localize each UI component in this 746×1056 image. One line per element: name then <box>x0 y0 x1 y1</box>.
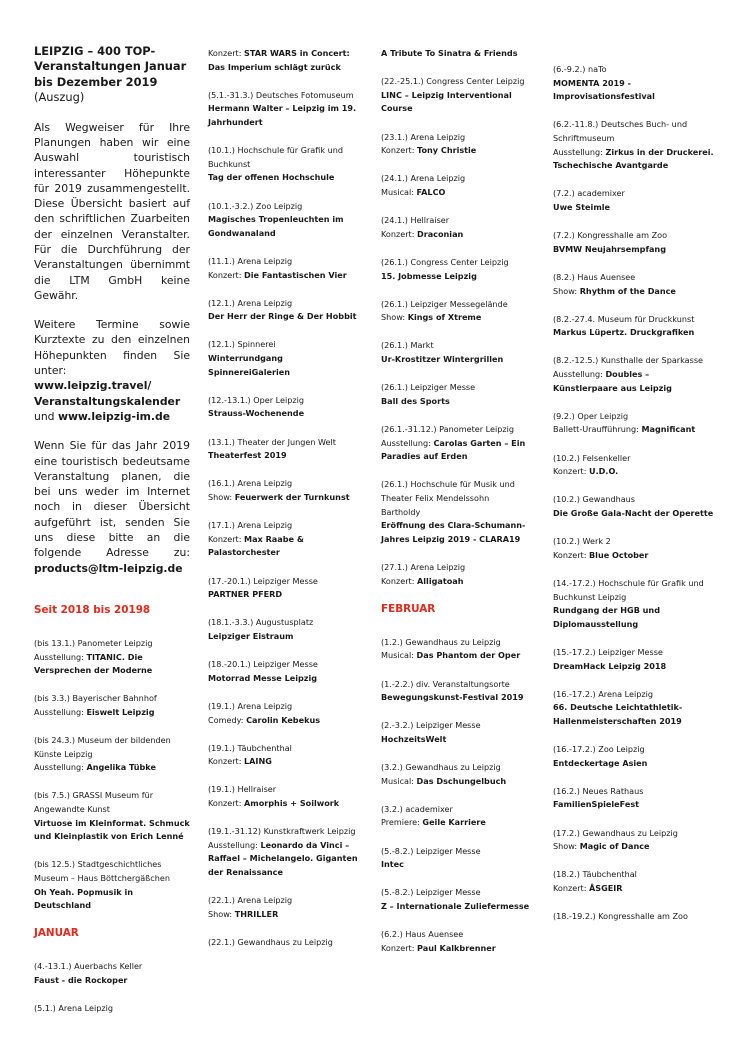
event-entry <box>381 339 531 366</box>
event-title: Das Phantom der Oper <box>416 650 521 661</box>
event-date-venue: (5.1.-31.3.) Deutsches Fotomuseum <box>208 89 354 100</box>
event-entry <box>381 761 531 788</box>
event-title: Bewegungskunst-Festival 2019 <box>381 692 524 703</box>
intro-paragraph: Als Wegweiser für Ihre Planungen haben wir eine Auswahl touristisch interessanter Höhepunkte für 2019 zusammengestellt. Diese Übersicht basiert auf den schriftlichen Zuarbeiten der einzelnen Veranstalter. Für die Durchführung der Veranstaltungen übernimmt die LTM GmbH keine Gewähr. <box>34 120 190 302</box>
event-date-venue: (bis 24.3.) Museum der bildenden Künste Leipzig <box>34 735 171 759</box>
event-title: Max Raabe & Palastorchester <box>208 533 304 558</box>
event-title: Die Große Gala-Nacht der Operette <box>553 508 714 518</box>
event-entry <box>553 577 715 631</box>
event-category: Konzert: <box>553 549 590 560</box>
event-title: A Tribute To Sinatra & Friends <box>381 48 518 58</box>
event-title: DreamHack Leipzig 2018 <box>553 660 667 671</box>
event-entry <box>553 910 715 924</box>
event-title: Der Herr der Ringe & Der Hobbit <box>208 311 357 322</box>
event-title: Motorrad Messe Leipzig <box>208 672 318 683</box>
event-date-venue: (10.2.) Werk 2 <box>553 536 611 547</box>
event-date-venue: (1.-2.2.) div. Veranstaltungsorte <box>381 678 510 689</box>
event-title: Doubles – Künstlerpaare aus Leipzig <box>553 369 672 393</box>
event-entry <box>208 89 366 130</box>
event-date-venue: (bis 13.1.) Panometer Leipzig <box>34 637 153 648</box>
event-entry <box>208 200 366 241</box>
event-title: Markus Lüpertz. Druckgrafiken <box>553 327 695 338</box>
event-category: Konzert: <box>553 883 590 894</box>
event-list-januar-col3 <box>381 47 531 588</box>
event-category: Musical: <box>381 775 417 786</box>
event-category: Premiere: <box>381 817 423 828</box>
event-title: MOMENTA 2019 - Improvisationsfestival <box>553 77 655 102</box>
event-date-venue: (19.1.) Täubchenthal <box>208 742 292 753</box>
event-entry <box>208 825 366 879</box>
event-category: Konzert: <box>208 48 245 58</box>
event-category: Konzert: <box>381 145 418 156</box>
event-title: U.D.O. <box>589 466 619 477</box>
event-entry <box>208 936 366 950</box>
event-title: Eiswelt Leipzig <box>86 706 155 717</box>
event-entry <box>381 131 531 158</box>
event-entry <box>553 118 715 172</box>
event-title: Carolas Garten – Ein Paradies auf Erden <box>381 437 526 462</box>
event-date-venue: (6.-9.2.) naTo <box>553 64 607 74</box>
event-date-venue: (10.1.) Hochschule für Grafik und Buchkunst <box>208 145 344 169</box>
event-category: Konzert: <box>208 533 245 544</box>
event-entry <box>553 271 715 298</box>
event-date-venue: (23.1.) Arena Leipzig <box>381 131 466 142</box>
event-title: Die Fantastischen Vier <box>244 269 347 280</box>
section-heading-februar: FEBRUAR <box>381 602 436 615</box>
event-entry <box>34 789 190 843</box>
event-title: Magic of Dance <box>579 841 650 852</box>
contact-paragraph <box>34 438 190 576</box>
event-title: 15. Jobmesse Leipzig <box>381 270 477 281</box>
event-title: Angelika Tübke <box>86 762 156 773</box>
event-title: Theaterfest 2019 <box>208 450 287 461</box>
column-1 <box>34 44 190 1030</box>
event-entry <box>34 858 190 912</box>
event-date-venue: (16.-17.2.) Arena Leipzig <box>553 688 653 699</box>
event-category: Show: <box>553 841 580 852</box>
event-title: Feuerwerk der Turnkunst <box>234 492 350 502</box>
event-date-venue: (13.1.) Theater der Jungen Welt <box>208 436 336 447</box>
event-entry <box>553 187 715 214</box>
event-entry <box>553 646 715 673</box>
event-title: Leipziger Eistraum <box>208 630 294 641</box>
event-entry <box>553 354 715 395</box>
event-title: Tony Christie <box>417 145 477 156</box>
event-category: Musical: <box>381 186 417 197</box>
event-entry <box>553 535 715 562</box>
event-date-venue: (7.2.) academixer <box>553 188 625 199</box>
event-date-venue: (22.1.) Arena Leipzig <box>208 895 293 906</box>
event-title: Uwe Steimle <box>553 201 611 212</box>
event-title: Das Dschungelbuch <box>416 775 507 786</box>
event-title: 66. Deutsche Leichtathletik-Hallenmeisterschaften 2019 <box>553 702 683 726</box>
event-date-venue: (17.-20.1.) Leipziger Messe <box>208 575 318 586</box>
event-entry <box>553 493 715 520</box>
event-entry <box>553 229 715 256</box>
event-date-venue: (18.2.) Täubchenthal <box>553 869 637 880</box>
event-date-venue: (9.2.) Oper Leipzig <box>553 410 629 421</box>
event-category: Ausstellung: <box>34 762 87 773</box>
event-category: Konzert: <box>553 466 590 477</box>
event-title: Ball des Sports <box>381 395 450 406</box>
event-entry <box>34 1002 190 1016</box>
event-entry <box>553 743 715 770</box>
event-date-venue: (16.1.) Arena Leipzig <box>208 478 293 489</box>
column-4 <box>553 63 715 938</box>
column-3 <box>381 47 531 970</box>
event-date-venue: (14.-17.2.) Hochschule für Grafik und Buchkunst Leipzig <box>553 577 704 602</box>
event-title: Z – Internationale Zuliefermesse <box>381 901 530 912</box>
event-date-venue: (27.1.) Arena Leipzig <box>381 561 466 572</box>
event-entry <box>208 477 366 504</box>
event-entry <box>34 960 190 987</box>
event-entry <box>553 868 715 895</box>
section-heading-seit-2018: Seit 2018 bis 20198 <box>34 603 151 616</box>
event-entry <box>208 255 366 282</box>
event-entry <box>381 636 531 663</box>
event-entry <box>381 845 531 872</box>
event-entry <box>381 678 531 705</box>
event-title: Magnificant <box>641 424 696 435</box>
event-entry <box>208 700 366 727</box>
event-date-venue: (12.-13.1.) Oper Leipzig <box>208 394 305 405</box>
event-entry <box>34 692 190 719</box>
event-title: Virtuose im Kleinformat. Schmuck und Kleinplastik von Erich Lenné <box>34 817 190 842</box>
link-leipzig-im[interactable]: www.leipzig-im.de <box>57 409 171 423</box>
event-date-venue: (10.1.-3.2.) Zoo Leipzig <box>208 200 303 211</box>
event-title: Paul Kalkbrenner <box>417 942 496 953</box>
event-title: Tag der offenen Hochschule <box>208 172 335 183</box>
event-date-venue: (26.1.) Leipziger Messe <box>381 382 476 393</box>
event-title: TITANIC. Die Versprechen der Moderne <box>34 651 153 676</box>
event-title: Carolin Kebekus <box>246 714 321 725</box>
event-title: LAING <box>244 756 272 767</box>
event-entry <box>208 47 366 74</box>
event-entry <box>381 423 531 464</box>
event-entry <box>553 410 715 437</box>
event-category: Konzert: <box>208 798 245 809</box>
event-category: Konzert: <box>208 269 245 280</box>
event-date-venue: (6.2.-11.8.) Deutsches Buch- und Schriftmuseum <box>553 119 688 143</box>
event-category: Ballett-Uraufführung: <box>553 424 642 435</box>
event-entry <box>208 894 366 921</box>
event-entry <box>553 452 715 479</box>
event-date-venue: (16.2.) Neues Rathaus <box>553 785 644 796</box>
event-date-venue: (26.1.-31.12.) Panometer Leipzig <box>381 424 514 435</box>
event-entry <box>208 436 366 463</box>
and-word: und <box>34 409 55 423</box>
event-date-venue: (5.1.) Arena Leipzig <box>34 1003 114 1014</box>
event-date-venue: (17.1.) Arena Leipzig <box>208 520 293 531</box>
page-title-text: LEIPZIG – 400 TOP-Veranstaltungen Januar bis Dezember 2019 <box>34 44 187 89</box>
event-title: PARTNER PFERD <box>208 589 283 600</box>
event-category: Comedy: <box>208 714 247 725</box>
event-list-seit-2018 <box>34 637 190 913</box>
event-date-venue: (8.2.-12.5.) Kunsthalle der Sparkasse <box>553 355 704 366</box>
event-category: Ausstellung: <box>34 706 87 717</box>
event-entry <box>381 172 531 199</box>
event-entry <box>381 75 531 116</box>
event-title: Rhythm of the Dance <box>579 285 676 296</box>
event-entry <box>381 381 531 408</box>
event-entry <box>553 688 715 729</box>
event-entry <box>208 658 366 685</box>
event-date-venue: (1.2.) Gewandhaus zu Leipzig <box>381 636 501 647</box>
event-date-venue: (11.1.) Arena Leipzig <box>208 255 293 266</box>
event-date-venue: (26.1.) Leipziger Messegelände <box>381 298 508 309</box>
event-title: Rundgang der HGB und Diplomausstellung <box>553 605 660 629</box>
event-entry <box>208 394 366 421</box>
link-leipzig-travel[interactable]: www.leipzig.travel/ Veranstaltungskalender <box>34 379 181 408</box>
event-category: Konzert: <box>208 756 245 767</box>
event-date-venue: (8.2.-27.4. Museum für Druckkunst <box>553 313 695 324</box>
event-title: Kings of Xtreme <box>407 312 482 323</box>
event-title: Draconian <box>417 228 464 239</box>
event-entry <box>381 928 531 955</box>
event-category: Ausstellung: <box>553 146 606 157</box>
event-title: Intec <box>381 859 404 870</box>
event-title: ÅSGEIR <box>589 883 623 894</box>
event-category: Ausstellung: <box>208 839 261 850</box>
event-entry <box>553 313 715 340</box>
event-title: FamilienSpieleFest <box>553 799 640 810</box>
event-entry <box>208 519 366 560</box>
event-date-venue: (7.2.) Kongresshalle am Zoo <box>553 230 668 241</box>
event-list-februar-col3 <box>381 636 531 956</box>
event-list-januar-col1 <box>34 960 190 1015</box>
event-entry <box>381 478 531 546</box>
event-title: Hermann Walter – Leipzig im 19. Jahrhundert <box>208 103 357 127</box>
event-date-venue: (18.1.-3.3.) Augustusplatz <box>208 617 314 628</box>
event-date-venue: (18.-20.1.) Leipziger Messe <box>208 659 318 670</box>
event-date-venue: (4.-13.1.) Auerbachs Keller <box>34 961 143 972</box>
event-list-februar-col4 <box>553 63 715 924</box>
event-title: Zirkus in der Druckerei. Tschechische Avantgarde <box>553 146 714 171</box>
event-category: Show: <box>381 312 408 323</box>
event-category: Ausstellung: <box>381 437 434 448</box>
event-title: LINC – Leipzig Interventional Course <box>381 89 512 114</box>
event-category: Konzert: <box>381 575 418 586</box>
event-date-venue: (24.1.) Hellraiser <box>381 215 450 226</box>
event-entry <box>34 734 190 775</box>
event-entry <box>381 719 531 746</box>
event-category: Musical: <box>381 650 417 661</box>
event-entry <box>208 144 366 185</box>
event-date-venue: (19.1.-31.12) Kunstkraftwerk Leipzig <box>208 826 356 837</box>
event-entry <box>553 785 715 812</box>
event-date-venue: (12.1.) Arena Leipzig <box>208 297 293 308</box>
event-date-venue: (26.1.) Congress Center Leipzig <box>381 256 509 267</box>
event-date-venue: (2.-3.2.) Leipziger Messe <box>381 720 481 731</box>
event-entry <box>553 827 715 854</box>
event-title: Winterrundgang SpinnereiGalerien <box>208 353 291 377</box>
event-date-venue: (19.1.) Hellraiser <box>208 784 277 795</box>
event-title: STAR WARS in Concert: Das Imperium schlägt zurück <box>208 48 350 72</box>
event-entry <box>381 561 531 588</box>
event-entry <box>208 742 366 769</box>
event-date-venue: (17.2.) Gewandhaus zu Leipzig <box>553 827 678 838</box>
contact-email-link[interactable]: products@ltm-leipzig.de <box>34 561 183 575</box>
event-title: Strauss-Wochenende <box>208 408 305 419</box>
event-category: Show: <box>208 908 235 919</box>
event-date-venue: (22.1.) Gewandhaus zu Leipzig <box>208 937 333 947</box>
event-category: Konzert: <box>381 228 418 239</box>
event-date-venue: (bis 7.5.) GRASSI Museum für Angewandte Kunst <box>34 790 154 815</box>
page-title-suffix: (Auszug) <box>34 90 85 105</box>
event-category: Ausstellung: <box>553 369 606 380</box>
more-info-paragraph <box>34 317 190 424</box>
event-title: Magisches Tropenleuchten im Gondwanaland <box>208 214 344 238</box>
event-entry <box>34 637 190 678</box>
event-title: Amorphis + Soilwork <box>244 798 340 809</box>
event-category: Show: <box>553 285 580 296</box>
event-date-venue: (5.-8.2.) Leipziger Messe <box>381 887 481 898</box>
event-category: Show: <box>208 492 235 502</box>
event-entry <box>208 338 366 379</box>
event-date-venue: (12.1.) Spinnerei <box>208 339 276 350</box>
event-date-venue: (22.-25.1.) Congress Center Leipzig <box>381 76 525 87</box>
event-title: Alligatoah <box>417 575 464 586</box>
event-title: Geile Karriere <box>422 817 486 828</box>
event-category: Ausstellung: <box>34 651 87 662</box>
event-date-venue: (15.-17.2.) Leipziger Messe <box>553 646 663 657</box>
event-entry <box>381 803 531 830</box>
column-2 <box>208 47 366 964</box>
event-date-venue: (3.2.) Gewandhaus zu Leipzig <box>381 762 501 773</box>
event-entry <box>208 783 366 810</box>
event-title: FALCO <box>416 186 446 197</box>
event-date-venue: (24.1.) Arena Leipzig <box>381 173 466 184</box>
event-date-venue: (5.-8.2.) Leipziger Messe <box>381 845 481 856</box>
event-entry <box>381 886 531 913</box>
section-heading-januar: JANUAR <box>34 927 79 940</box>
event-entry <box>553 63 715 104</box>
event-title: THRILLER <box>234 908 279 919</box>
event-title: Ur-Krostitzer Wintergrillen <box>381 354 504 365</box>
event-date-venue: (26.1.) Markt <box>381 340 434 351</box>
event-title: Entdeckertage Asien <box>553 757 648 768</box>
event-date-venue: (16.-17.2.) Zoo Leipzig <box>553 744 645 755</box>
event-entry <box>208 575 366 602</box>
contact-text: Wenn Sie für das Jahr 2019 eine touristisch bedeutsame Veranstaltung planen, die bei uns weder im Internet noch in dieser Übersicht aufgeführt ist, senden Sie uns diese bitte an die folgende Adresse zu: <box>34 439 190 560</box>
event-date-venue: (3.2.) academixer <box>381 803 453 814</box>
event-title: BVMW Neujahrsempfang <box>553 243 666 254</box>
event-title: Faust - die Rockoper <box>34 975 128 985</box>
event-date-venue: (bis 3.3.) Bayerischer Bahnhof <box>34 693 157 704</box>
event-entry <box>381 47 531 61</box>
more-info-text: Weitere Termine sowie Kurztexte zu den einzelnen Höhepunkten finden Sie unter: <box>34 318 190 378</box>
event-date-venue: (18.-19.2.) Kongresshalle am Zoo <box>553 911 688 922</box>
event-date-venue: (19.1.) Arena Leipzig <box>208 700 293 711</box>
event-list-januar-col2 <box>208 47 366 950</box>
event-date-venue: (6.2.) Haus Auensee <box>381 929 464 940</box>
event-date-venue: (bis 12.5.) Stadtgeschichtliches Museum – Haus Böttchergäßchen <box>34 859 170 884</box>
event-title: HochzeitsWelt <box>381 733 447 744</box>
page-title <box>34 44 190 106</box>
event-entry <box>381 298 531 325</box>
event-category: Konzert: <box>381 942 418 953</box>
event-title: Oh Yeah. Popmusik in Deutschland <box>34 886 133 911</box>
event-entry <box>381 256 531 283</box>
event-date-venue: (8.2.) Haus Auensee <box>553 271 636 282</box>
event-date-venue: (10.2.) Felsenkeller <box>553 452 631 463</box>
event-title: Leonardo da Vinci – Raffael – Michelangelo. Giganten der Renaissance <box>208 839 358 878</box>
event-title: Blue October <box>589 549 649 560</box>
event-entry <box>208 616 366 643</box>
event-entry <box>208 297 366 324</box>
event-title: Eröffnung des Clara-Schumann-Jahres Leipzig 2019 - CLARA19 <box>381 520 526 544</box>
event-entry <box>381 214 531 241</box>
event-date-venue: (26.1.) Hochschule für Musik und Theater Felix Mendelssohn Bartholdy <box>381 479 515 517</box>
event-date-venue: (10.2.) Gewandhaus <box>553 494 636 505</box>
